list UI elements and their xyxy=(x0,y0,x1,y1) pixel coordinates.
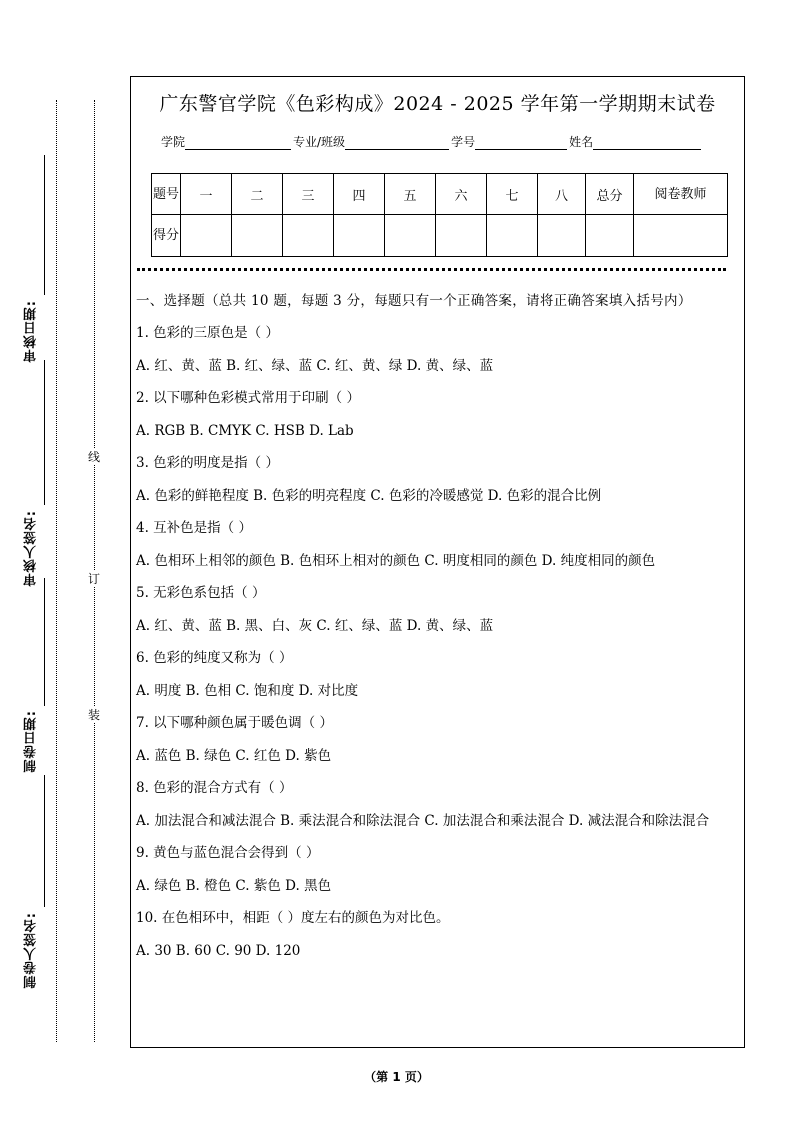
name-label: 姓名 xyxy=(569,135,594,149)
question-options: A. 明度 B. 色相 C. 饱和度 D. 对比度 xyxy=(136,683,359,699)
section-heading: 一、选择题（总共 10 题，每题 3 分，每题只有一个正确答案，请将正确答案填入括号内） xyxy=(136,293,692,309)
binding-dotted-line-outer xyxy=(56,100,57,1042)
question-options: A. 红、黄、蓝 B. 红、绿、蓝 C. 红、黄、绿 D. 黄、绿、蓝 xyxy=(136,358,494,374)
major-label: 专业/班级 xyxy=(293,135,346,149)
col-head-5: 五 xyxy=(385,174,436,215)
question-options: A. 30 B. 60 C. 90 D. 120 xyxy=(136,943,301,959)
student-id-label: 学号 xyxy=(451,135,476,149)
col-head-7: 七 xyxy=(487,174,538,215)
score-cell[interactable] xyxy=(181,215,232,257)
exam-title: 广东警官学院《色彩构成》2024 - 2025 学年第一学期期末试卷 xyxy=(159,93,716,115)
question: 10. 在色相环中，相距（ ）度左右的颜色为对比色。 xyxy=(136,910,450,926)
review-date-line[interactable] xyxy=(44,155,45,295)
maker-sign-label: 制卷人签名: xyxy=(24,912,39,989)
reviewer-sign-line[interactable] xyxy=(44,360,45,505)
question: 3. 色彩的明度是指（ ） xyxy=(136,455,279,471)
score-cell[interactable] xyxy=(232,215,283,257)
col-head-2: 二 xyxy=(232,174,283,215)
major-field[interactable] xyxy=(345,137,449,150)
question-section xyxy=(136,291,740,962)
question: 2. 以下哪种色彩模式常用于印刷（ ） xyxy=(136,390,360,406)
question-options: A. 色相环上相邻的颜色 B. 色相环上相对的颜色 C. 明度相同的颜色 D. 纯度相同的颜色 xyxy=(136,553,656,569)
col-head-4: 四 xyxy=(334,174,385,215)
question: 5. 无彩色系包括（ ） xyxy=(136,585,266,601)
col-head-6: 六 xyxy=(436,174,487,215)
review-date-label: 审核日期: xyxy=(24,300,39,363)
make-date-label: 制卷日期: xyxy=(24,710,39,773)
make-date-line[interactable] xyxy=(44,578,45,706)
row-head-cell: 题号 xyxy=(152,174,181,215)
score-cell[interactable] xyxy=(487,215,538,257)
col-head-grader: 阅卷教师 xyxy=(634,174,728,215)
question-options: A. 红、黄、蓝 B. 黑、白、灰 C. 红、绿、蓝 D. 黄、绿、蓝 xyxy=(136,618,494,634)
col-head-3: 三 xyxy=(283,174,334,215)
question: 1. 色彩的三原色是（ ） xyxy=(136,325,279,341)
college-field[interactable] xyxy=(185,137,291,150)
question-options: A. 色彩的鲜艳程度 B. 色彩的明亮程度 C. 色彩的冷暖感觉 D. 色彩的混合比例 xyxy=(136,488,602,504)
question: 8. 色彩的混合方式有（ ） xyxy=(136,780,293,796)
student-info-row xyxy=(161,133,703,150)
score-label-cell: 得分 xyxy=(152,215,181,257)
binding-char-xian: 线 xyxy=(87,450,100,464)
score-cell[interactable] xyxy=(283,215,334,257)
binding-char-zhuang: 装 xyxy=(87,708,100,722)
student-id-field[interactable] xyxy=(475,137,567,150)
score-cell-grader[interactable] xyxy=(634,215,728,257)
reviewer-sign-label: 审核人签名: xyxy=(24,510,39,587)
question-options: A. RGB B. CMYK C. HSB D. Lab xyxy=(136,423,354,439)
exam-frame xyxy=(130,76,745,1048)
name-field[interactable] xyxy=(593,137,701,150)
score-cell-total[interactable] xyxy=(586,215,634,257)
col-head-total: 总分 xyxy=(586,174,634,215)
binding-char-ding: 订 xyxy=(87,572,100,586)
score-cell[interactable] xyxy=(538,215,586,257)
col-head-1: 一 xyxy=(181,174,232,215)
question-options: A. 蓝色 B. 绿色 C. 红色 D. 紫色 xyxy=(136,748,332,764)
question: 6. 色彩的纯度又称为（ ） xyxy=(136,650,293,666)
question: 4. 互补色是指（ ） xyxy=(136,520,252,536)
maker-sign-line[interactable] xyxy=(44,775,45,907)
score-cell[interactable] xyxy=(436,215,487,257)
score-cell[interactable] xyxy=(334,215,385,257)
col-head-8: 八 xyxy=(538,174,586,215)
question-options: A. 加法混合和减法混合 B. 乘法混合和除法混合 C. 加法混合和乘法混合 D. 减法混合和除法混合 xyxy=(136,813,710,829)
score-table xyxy=(151,173,728,257)
question-options: A. 绿色 B. 橙色 C. 紫色 D. 黑色 xyxy=(136,878,332,894)
college-label: 学院 xyxy=(161,135,186,149)
dotted-separator xyxy=(137,268,726,271)
question: 7. 以下哪种颜色属于暖色调（ ） xyxy=(136,715,333,731)
question: 9. 黄色与蓝色混合会得到（ ） xyxy=(136,845,320,861)
score-cell[interactable] xyxy=(385,215,436,257)
page-number: （第 1 页） xyxy=(364,1070,429,1084)
